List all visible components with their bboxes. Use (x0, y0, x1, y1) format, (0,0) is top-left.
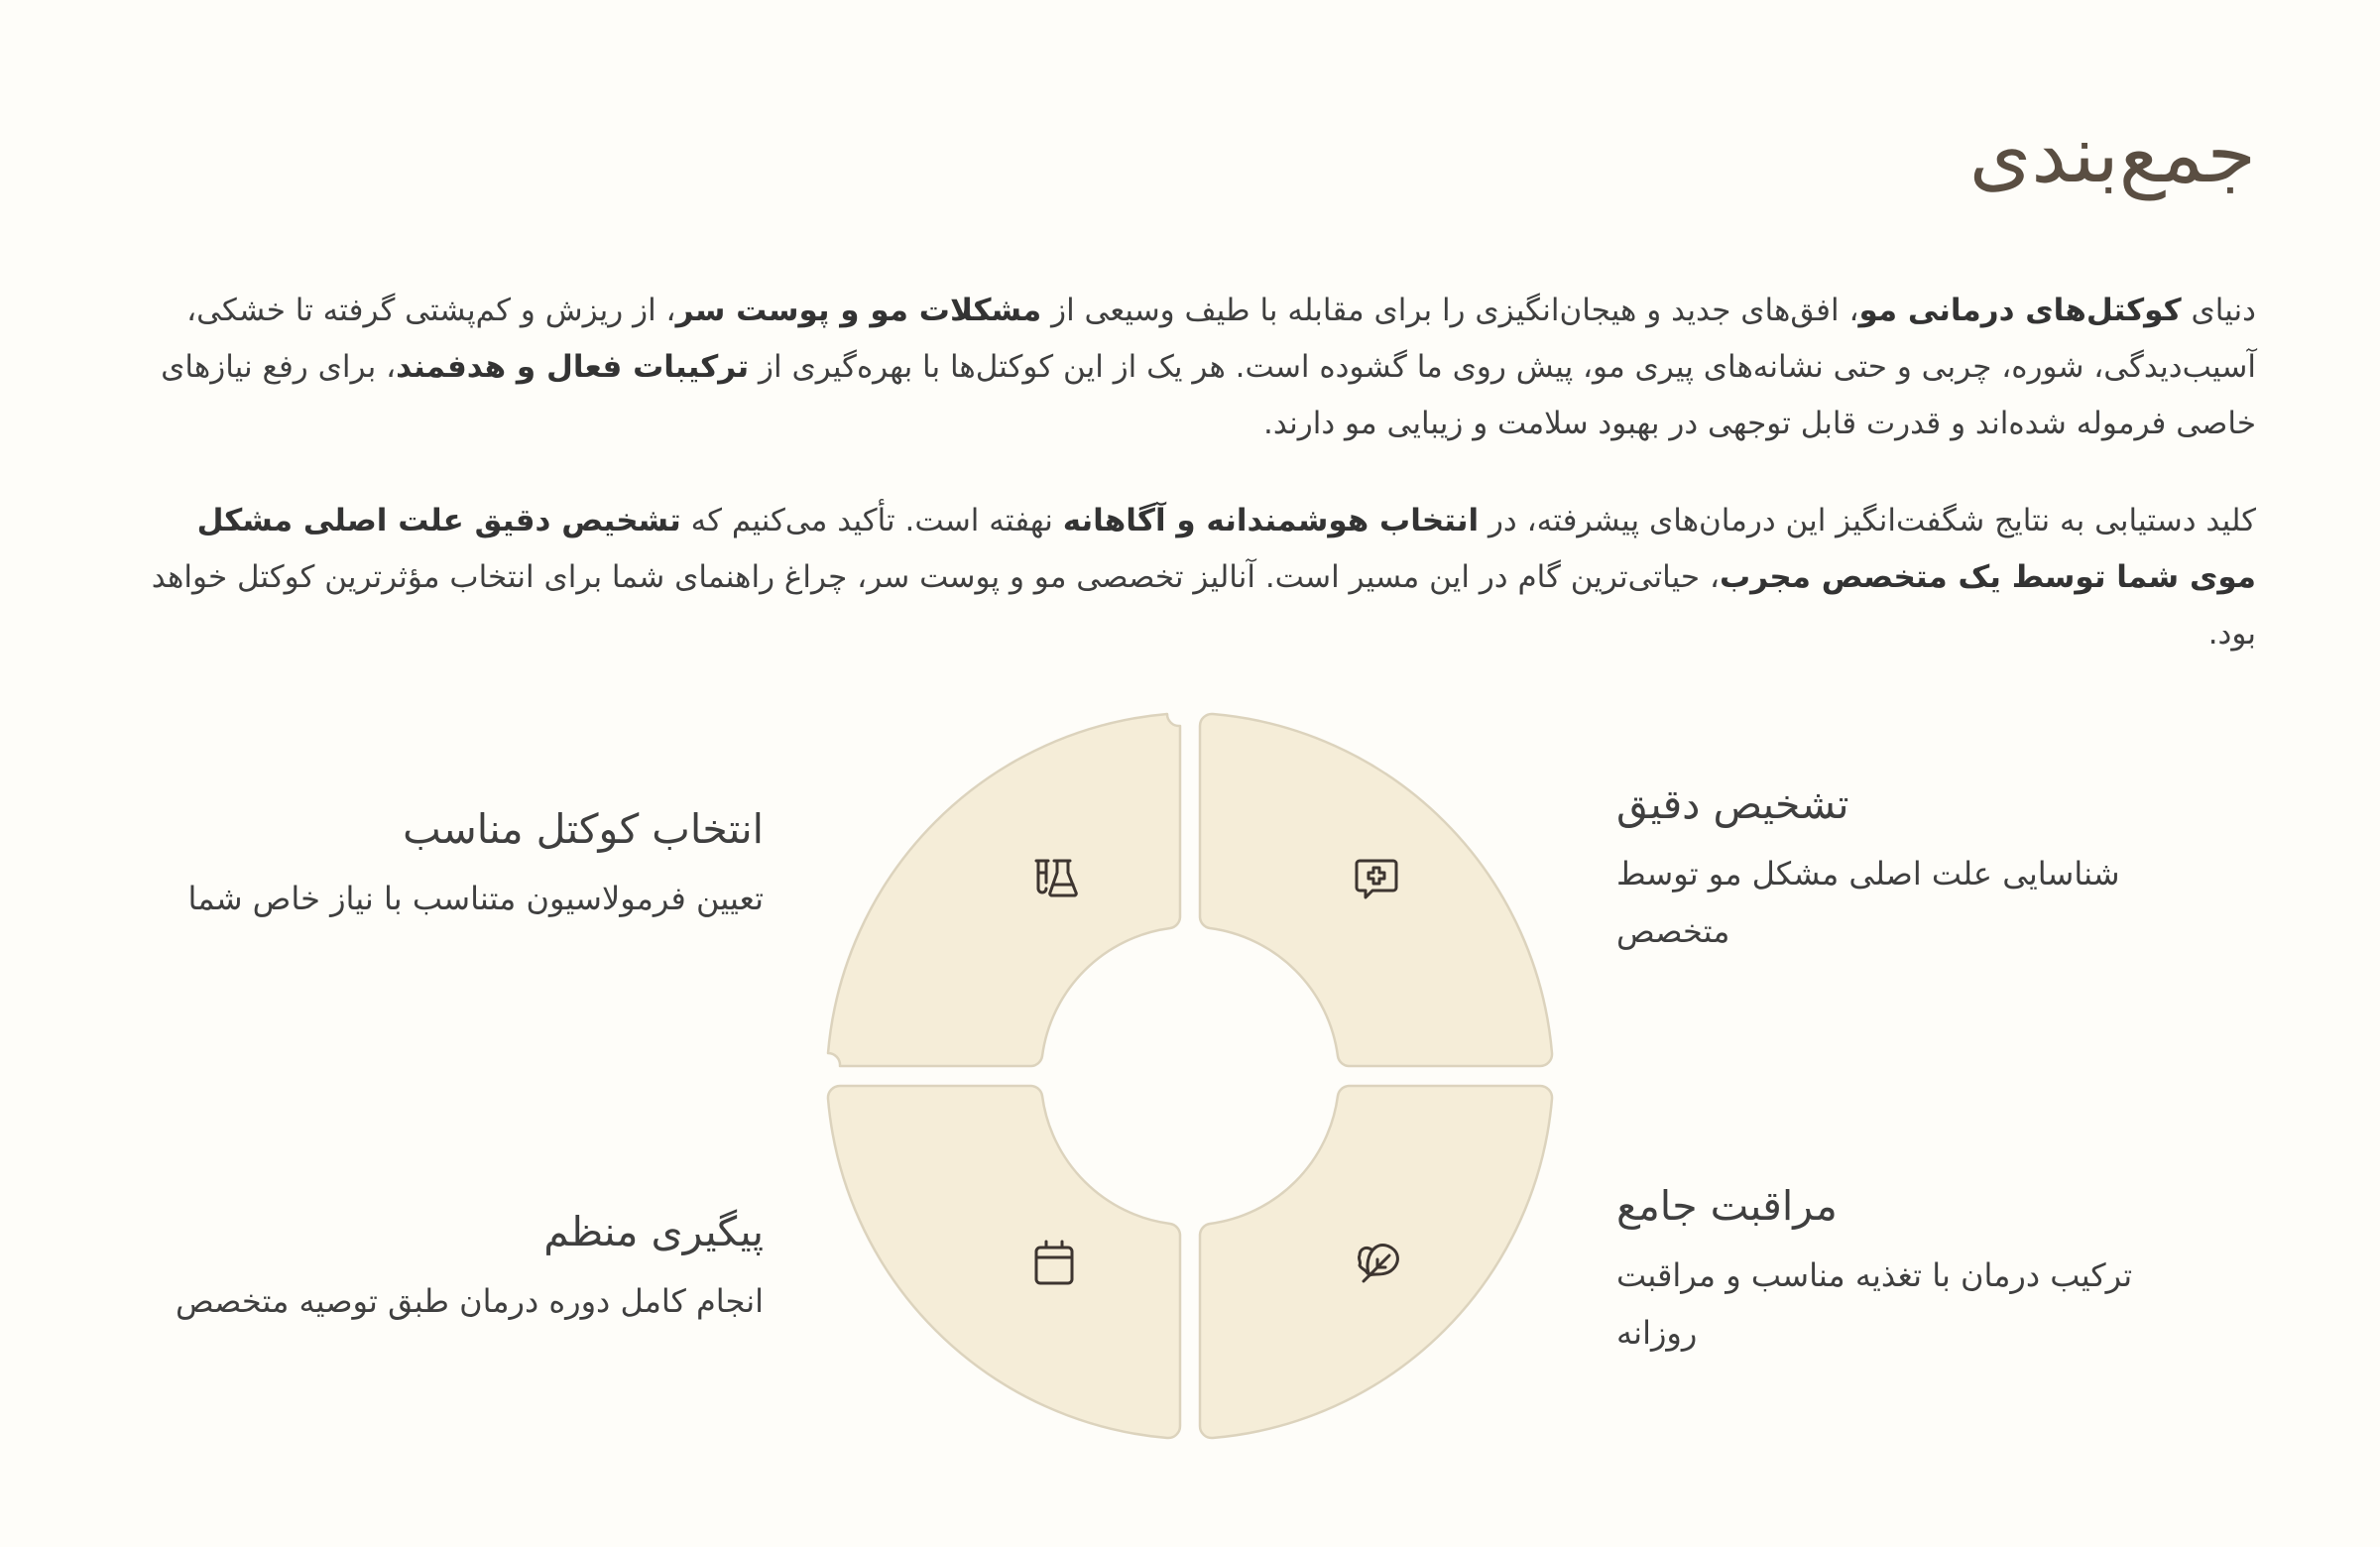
step-description: انجام کامل دوره درمان طبق توصیه متخصص (175, 1282, 764, 1321)
text-segment: ، برای رفع نیازهای خاصی فرموله شده‌اند و قدرت قابل توجهی در بهبود سلامت و زیبایی مو دارند. (161, 349, 2256, 441)
segment-bottom-left (828, 1086, 1180, 1438)
emphasis-hair-scalp-problems: مشکلات مو و پوست سر (675, 293, 1042, 328)
step-description: شناسایی علت اصلی مشکل مو توسط متخصص (1616, 855, 2120, 951)
text-segment: نهفته است. تأکید می‌کنیم که (680, 503, 1063, 538)
text-segment: ، از ریزش و کم‌پشتی گرفته تا خشکی، آسیب‌دیدگی، شوره، چربی و حتی نشانه‌های پیری مو، پیش روی ما گشوده است. هر یک از این کوکتل‌ها با بهره‌گیری از (186, 293, 2256, 385)
step-description: تعیین فرمولاسیون متناسب با نیاز خاص شما (187, 880, 764, 918)
step-comprehensive-care (1616, 1180, 2211, 1362)
step-title: تشخیص دقیق (1616, 780, 1849, 828)
intro-paragraph (124, 283, 2256, 452)
step-choose-cocktail (89, 803, 764, 927)
step-title: مراقبت جامع (1616, 1182, 1838, 1230)
emphasis-active-ingredients: ترکیبات فعال و هدفمند (396, 349, 750, 385)
emphasis-expert-diagnosis: تشخیص دقیق علت اصلی مشکل موی شما توسط یک متخصص مجرب (196, 503, 2256, 595)
text-segment: کلید دستیابی به نتایج شگفت‌انگیز این درمان‌های پیشرفته، در (1479, 503, 2256, 538)
text-segment: دنیای (2181, 293, 2256, 328)
step-regular-followup (89, 1206, 764, 1330)
emphasis-smart-choice: انتخاب هوشمندانه و آگاهانه (1062, 503, 1480, 538)
step-diagnosis (1616, 778, 2211, 960)
step-title: پیگیری منظم (543, 1208, 764, 1255)
text-segment: ، افق‌های جدید و هیجان‌انگیزی را برای مقابله با طیف وسیعی از (1041, 293, 1859, 328)
emphasis-hair-cocktails: کوکتل‌های درمانی مو (1858, 293, 2182, 328)
step-title: انتخاب کوکتل مناسب (403, 805, 764, 853)
cycle-ring-diagram (808, 694, 1572, 1458)
segment-top-left (828, 714, 1180, 1066)
step-description: ترکیب درمان با تغذیه مناسب و مراقبت روزانه (1616, 1256, 2133, 1353)
text-segment: ، حیاتی‌ترین گام در این مسیر است. آنالیز تخصصی مو و پوست سر، چراغ راهنمای شما برای انتخاب مؤثرترین کوکتل خواهد بود. (151, 559, 2256, 652)
page-title: جمع‌بندی (1968, 108, 2256, 200)
key-paragraph (124, 493, 2256, 662)
